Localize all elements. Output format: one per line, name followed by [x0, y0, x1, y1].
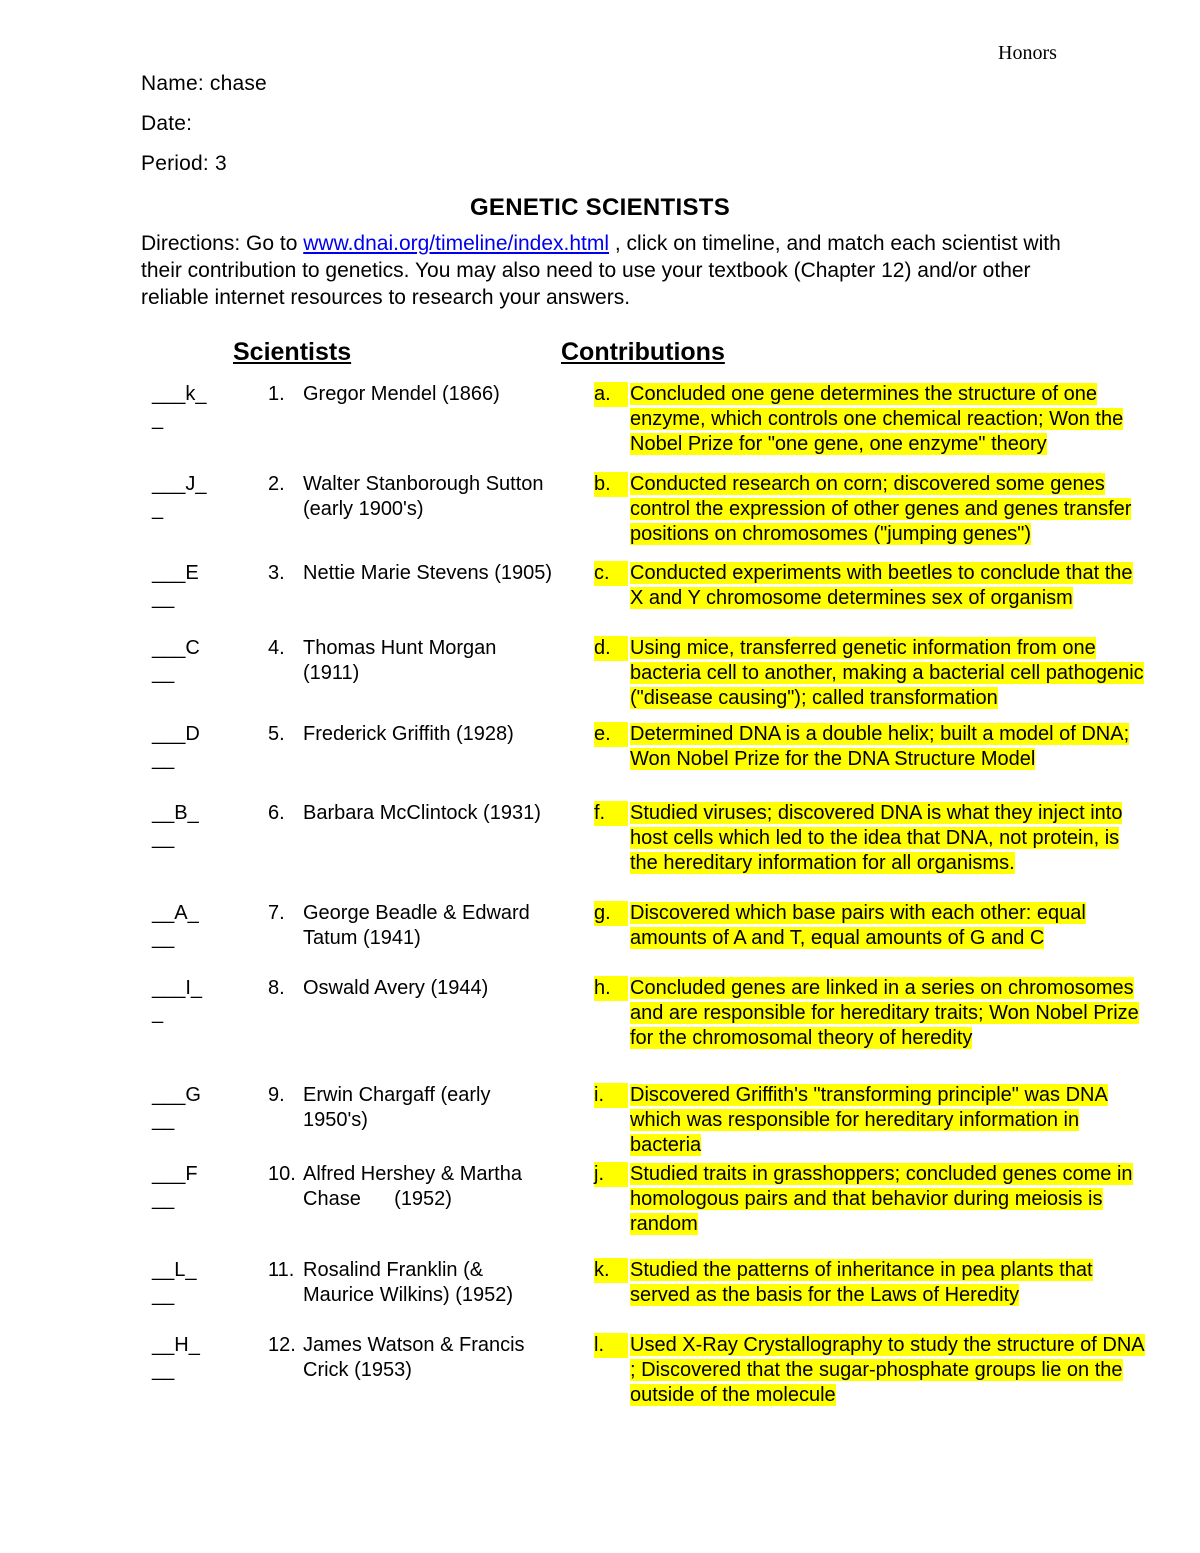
timeline-link[interactable]: www.dnai.org/timeline/index.html	[303, 232, 610, 255]
contribution-text: Determined DNA is a double helix; built a model of DNA; Won Nobel Prize for the DNA Structure Model	[630, 723, 1130, 770]
contribution-letter: g.	[594, 901, 628, 926]
answer-blank[interactable]: ___C __	[152, 637, 200, 684]
answer-blank[interactable]: ___D __	[152, 723, 200, 770]
contributions-heading: Contributions	[561, 338, 725, 366]
contribution-letter: k.	[594, 1258, 628, 1283]
contribution-text: Concluded one gene determines the structure of one enzyme, which controls one chemical reaction; Won the Nobel Prize for "one gene, one enzyme" theory	[630, 383, 1124, 455]
scientist-number: 11.	[268, 1259, 295, 1281]
contribution-letter: h.	[594, 976, 628, 1001]
contribution-text: Discovered Griffith's "transforming principle" was DNA which was responsible for hereditary information in bacteria	[630, 1084, 1108, 1156]
answer-blank[interactable]: __B_ __	[152, 802, 199, 849]
scientist-name: Thomas Hunt Morgan (1911)	[303, 637, 497, 684]
scientist-name: George Beadle & Edward Tatum (1941)	[303, 902, 530, 949]
contribution-letter: i.	[594, 1083, 628, 1108]
answer-blank[interactable]: ___F __	[152, 1163, 198, 1210]
scientist-number: 12.	[268, 1334, 296, 1356]
scientist-name: Oswald Avery (1944)	[303, 977, 489, 999]
contribution-letter: f.	[594, 801, 628, 826]
answer-blank[interactable]: ___k_ _	[152, 383, 207, 430]
name-field: Name: chase	[141, 72, 267, 95]
directions-prefix: Directions: Go to	[141, 232, 304, 255]
contribution-letter: c.	[594, 561, 628, 586]
contribution-letter: j.	[594, 1162, 628, 1187]
honors-label: Honors	[998, 42, 1057, 64]
scientist-number: 4.	[268, 637, 285, 659]
scientist-number: 7.	[268, 902, 285, 924]
contribution-letter: d.	[594, 636, 628, 661]
answer-blank[interactable]: ___E __	[152, 562, 199, 609]
answer-blank[interactable]: __L_ __	[152, 1259, 197, 1306]
answer-blank[interactable]: ___G __	[152, 1084, 201, 1131]
scientist-name: Frederick Griffith (1928)	[303, 723, 514, 745]
scientist-name: Erwin Chargaff (early 1950's)	[303, 1084, 491, 1131]
answer-blank[interactable]: __A_ __	[152, 902, 199, 949]
contribution-text: Conducted research on corn; discovered some genes control the expression of other genes and genes transfer positions on chromosomes ("jumping genes")	[630, 473, 1132, 545]
contribution-text: Studied viruses; discovered DNA is what they inject into host cells which led to the idea that DNA, not protein, is the hereditary information for all organisms.	[630, 802, 1123, 874]
answer-blank[interactable]: __H_ __	[152, 1334, 200, 1381]
scientist-name: Alfred Hershey & Martha Chase (1952)	[303, 1163, 528, 1210]
contribution-letter: l.	[594, 1333, 628, 1358]
scientist-number: 3.	[268, 562, 285, 584]
answer-blank[interactable]: ___I_ _	[152, 977, 203, 1024]
period-field: Period: 3	[141, 152, 227, 175]
contribution-letter: b.	[594, 472, 628, 497]
contribution-text: Concluded genes are linked in a series on chromosomes and are responsible for hereditary traits; Won Nobel Prize for the chromosomal theory of heredity	[630, 977, 1139, 1049]
scientist-number: 2.	[268, 473, 285, 495]
contribution-letter: e.	[594, 722, 628, 747]
scientist-name: Barbara McClintock (1931)	[303, 802, 541, 824]
scientist-number: 5.	[268, 723, 285, 745]
answer-blank[interactable]: ___J_ _	[152, 473, 207, 520]
scientist-number: 6.	[268, 802, 285, 824]
contribution-text: Discovered which base pairs with each other: equal amounts of A and T, equal amounts of G and C	[630, 902, 1086, 949]
contribution-text: Studied traits in grasshoppers; concluded genes come in homologous pairs and that behavior during meiosis is random	[630, 1163, 1133, 1235]
scientist-name: Walter Stanborough Sutton (early 1900's)	[303, 473, 544, 520]
scientist-name: James Watson & Francis Crick (1953)	[303, 1334, 525, 1381]
contribution-letter: a.	[594, 382, 628, 407]
scientists-heading: Scientists	[233, 338, 352, 366]
contribution-text: Conducted experiments with beetles to conclude that the X and Y chromosome determines sex of organism	[630, 562, 1133, 609]
scientist-number: 10.	[268, 1163, 296, 1185]
scientist-name: Gregor Mendel (1866)	[303, 383, 500, 405]
scientist-number: 1.	[268, 383, 285, 405]
scientist-name: Nettie Marie Stevens (1905)	[303, 562, 553, 584]
contribution-text: Used X-Ray Crystallography to study the structure of DNA ; Discovered that the sugar-phosphate groups lie on the outside of the molecule	[630, 1334, 1145, 1406]
page-title: GENETIC SCIENTISTS	[469, 194, 731, 221]
contribution-text: Studied the patterns of inheritance in pea plants that served as the basis for the Laws of Heredity	[630, 1259, 1093, 1306]
scientist-number: 9.	[268, 1084, 285, 1106]
contribution-text: Using mice, transferred genetic information from one bacteria cell to another, making a bacterial cell pathogenic ("disease causing"); called transformation	[630, 637, 1144, 709]
directions-suffix: , click on timeline, and match each scientist with their contribution to genetics. You may also need to use your textbook (Chapter 12) and/or other reliable internet resources to research your answers.	[141, 232, 1061, 309]
directions	[141, 230, 1071, 311]
scientist-number: 8.	[268, 977, 285, 999]
date-field: Date:	[141, 112, 193, 135]
scientist-name: Rosalind Franklin (& Maurice Wilkins) (1952)	[303, 1259, 514, 1306]
